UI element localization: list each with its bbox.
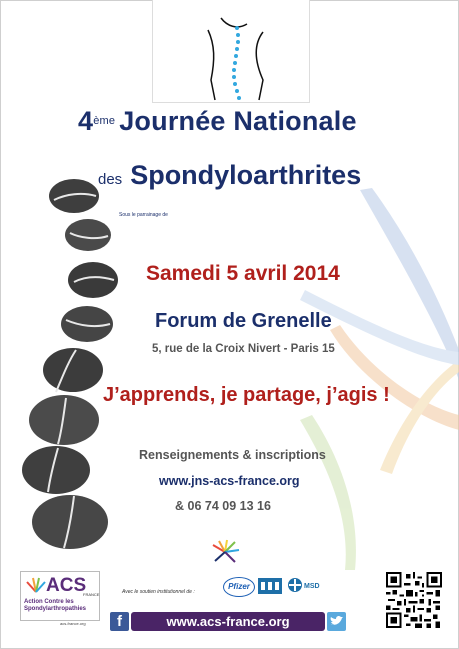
acs-tagline-line1: Action Contre les <box>24 599 74 605</box>
edition-suffix: ème <box>93 115 116 127</box>
pebble-stack <box>22 179 118 549</box>
swoosh-decoration <box>300 188 459 570</box>
twitter-bird-icon <box>327 612 346 631</box>
acs-logo-tagline <box>24 599 86 613</box>
pebble <box>49 179 99 213</box>
acs-logo-name: ACS <box>46 575 87 596</box>
acs-starburst-icon <box>25 576 47 596</box>
slogan: J’apprends, je partage, j’agis ! <box>103 384 390 406</box>
pebble <box>61 306 113 342</box>
sponsor-text: Avec le soutien institutionnel de : <box>122 589 195 595</box>
acs-tagline-line2: Spondylarthropathies <box>24 606 87 612</box>
edition-number: 4 <box>78 106 94 136</box>
event-title-line2 <box>98 160 361 191</box>
sponsor-logo-icon <box>258 578 282 594</box>
pfizer-logo: Pfizer <box>223 577 255 597</box>
starburst-icon <box>209 539 241 565</box>
venue-name: Forum de Grenelle <box>155 310 332 332</box>
spine-logo <box>152 0 310 103</box>
pebble <box>65 219 111 251</box>
event-date: Samedi 5 avril 2014 <box>146 262 340 285</box>
acs-logo-france: FRANCE <box>83 592 100 597</box>
spine-icon <box>153 0 309 102</box>
qr-code[interactable] <box>386 572 442 628</box>
twitter-icon[interactable] <box>327 612 346 631</box>
patronage-text: Sous le parrainage de <box>119 212 168 218</box>
registration-link[interactable]: www.jns-acs-france.org <box>159 474 300 488</box>
title-line1-text: Journée Nationale <box>119 106 357 136</box>
msd-icon <box>287 577 303 593</box>
msd-logo-text: MSD <box>304 583 320 590</box>
phone-number: & 06 74 09 13 16 <box>175 499 271 513</box>
info-title: Renseignements & inscriptions <box>139 448 326 462</box>
title-des: des <box>98 171 123 188</box>
acs-logo-url: acs-france.org <box>60 621 86 626</box>
website-link[interactable]: www.acs-france.org <box>166 614 290 629</box>
facebook-icon[interactable]: f <box>110 612 129 631</box>
venue-address: 5, rue de la Croix Nivert - Paris 15 <box>152 343 335 355</box>
pebble <box>29 395 99 445</box>
title-line2-text: Spondyloarthrites <box>130 160 362 190</box>
event-title-line1 <box>78 106 357 137</box>
